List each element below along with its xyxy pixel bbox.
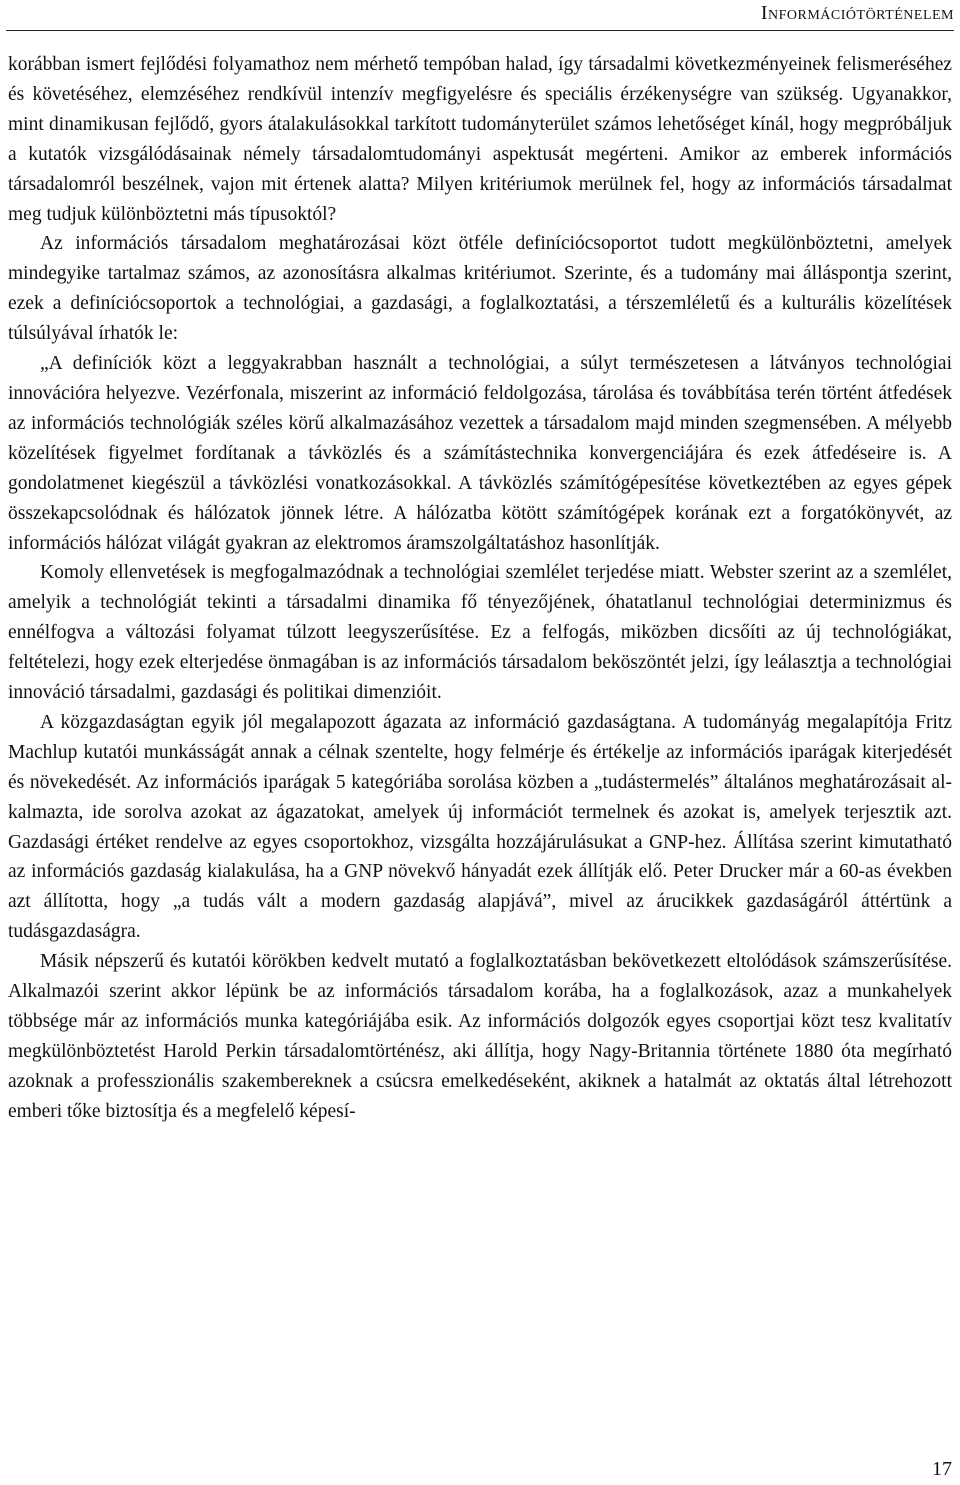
- page-number: 17: [932, 1458, 952, 1480]
- paragraph: korábban ismert fejlődési folyamathoz nem mérhető tempóban halad, így társadalmi következményeinek felismeréséhez és követéséhez, elemzéséhez rendkívül intenzív megfigyelésre és speciális érzékenységre van szükség. Ugyanakkor, mint dinamikusan fejlődő, gyors átalakulásokkal tarkított tudományterület számos lehetőséget kínál, hogy megpróbáljuk a kutatók vizsgálódásainak némely társadalomtudományi aspektusát megérteni. Amikor az emberek információs társadalomról beszélnek, vajon mit értenek alatta? Milyen kritériumok merülnek fel, hogy az információs társadalmat meg tudjuk különböztetni más típusoktól?: [8, 54, 952, 225]
- paragraph: Másik népszerű és kutatói körökben kedvelt mutató a foglalkoztatásban bekövetkezett eltolódások számszerűsítése. Alkalmazói szerint akkor lépünk be az információs társadalom korába, ha a foglalkozások, azaz a munkahelyek többsége már az információs munka kategóriájába esik. Az információs dolgozók egyes csoportjai közt tesz kvalitatív megkülönböztetést Harold Perkin társadalomtörténész, aki állítja, hogy Nagy-Britannia története 1880 óta megírható azoknak a professzionális szakembereknek a csúcsra emelkedéseként, akiknek a hatalmát az oktatás által létrehozott emberi tőke biztosítja és a megfelelő képesí-: [8, 951, 952, 1122]
- quote-paragraph: „A definíciók közt a leggyakrabban használt a technológiai, a súlyt természetesen a látványos technológiai innovációra helyezve. Vezérfonala, miszerint az információ feldolgozása, tárolása és továbbítása terén történt átfedések az információs technológiák széles körű alkalmazásához vezettek a társadalom majd minden szegmensében. A mélyebb közelítések figyelmet fordítanak a távközlés és a számítástechnika konvergenciájára és ezek átfedéseire is. A gondolatmenet kiegészül a távközlési vonatkozásokkal. A távközlés számítógépesítése következtében az egyes gépek összekapcsolódnak és hálózatok jönnek létre. A hálózatba kötött számítógépek korának ezt a forgatókönyvét, az információs hálózat világát gyakran az elektromos áramszolgáltatáshoz hasonlítják.: [8, 353, 952, 554]
- paragraph: Az információs társadalom meghatározásai közt ötféle definíciócsoportot tudott megkülönböztetni, amelyek mindegyike tartalmaz számos, az azonosításra alkalmas kritériumot. Szerinte, és a tudomány mai álláspontja szerint, ezek a definíciócsoportok a technológiai, a gazdasági, a foglalkoztatási, a térszemléletű és a kulturális közelítések túlsúlyával írhatók le:: [8, 233, 952, 345]
- paragraph: Komoly ellenvetések is megfogalmazódnak a technológiai szemlélet terjedése miatt. Webster szerint az a szemlélet, amelyik a technológiát tekinti a társadalmi dinamika fő tényezőjének, óhatatlanul technológiai determinizmus és ennélfogva a változási folyamat túlzott leegyszerűsítése. Ez a felfogás, miközben dicsőíti az új technológiákat, feltételezi, hogy ezek elterjedése önmagában is az információs társadalom beköszöntét jelzi, így leálasztja a technológiai innováció társadalmi, gazdasági és politikai dimenzióit.: [8, 562, 952, 704]
- header-rule: [6, 30, 954, 31]
- body-text: [8, 50, 952, 1127]
- paragraph: A közgazdaságtan egyik jól megalapozott ágazata az információ gazdaságtana. A tudományág megalapítója Fritz Machlup kutatói munkásságát annak a célnak szentelte, hogy felmérje és értékelje az információs iparágak kiterjedését és növekedését. Az információs iparágak 5 kategóriába sorolása közben a „tudástermelés” általános meghatározásait alkalmazta, ide sorolva azokat az ágazatokat, amelyek új információt termelnek és azokat is, amelyek terjesztik azt. Gazdasági értéket rendelve az egyes csoportokhoz, vizsgálta hozzájárulásukat a GNP-hez. Állítása szerint kimutatható az információs gazdaság kialakulása, ha a GNP növekvő hányadát ezek állítják elő. Peter Drucker már a 60-as években azt állította, hogy „a tudás vált a modern gazdaság alapjává”, mivel az árucikkek gazdaságáról áttértünk a tudásgazdaságra.: [8, 711, 952, 943]
- running-header: Információtörténelem: [760, 2, 954, 24]
